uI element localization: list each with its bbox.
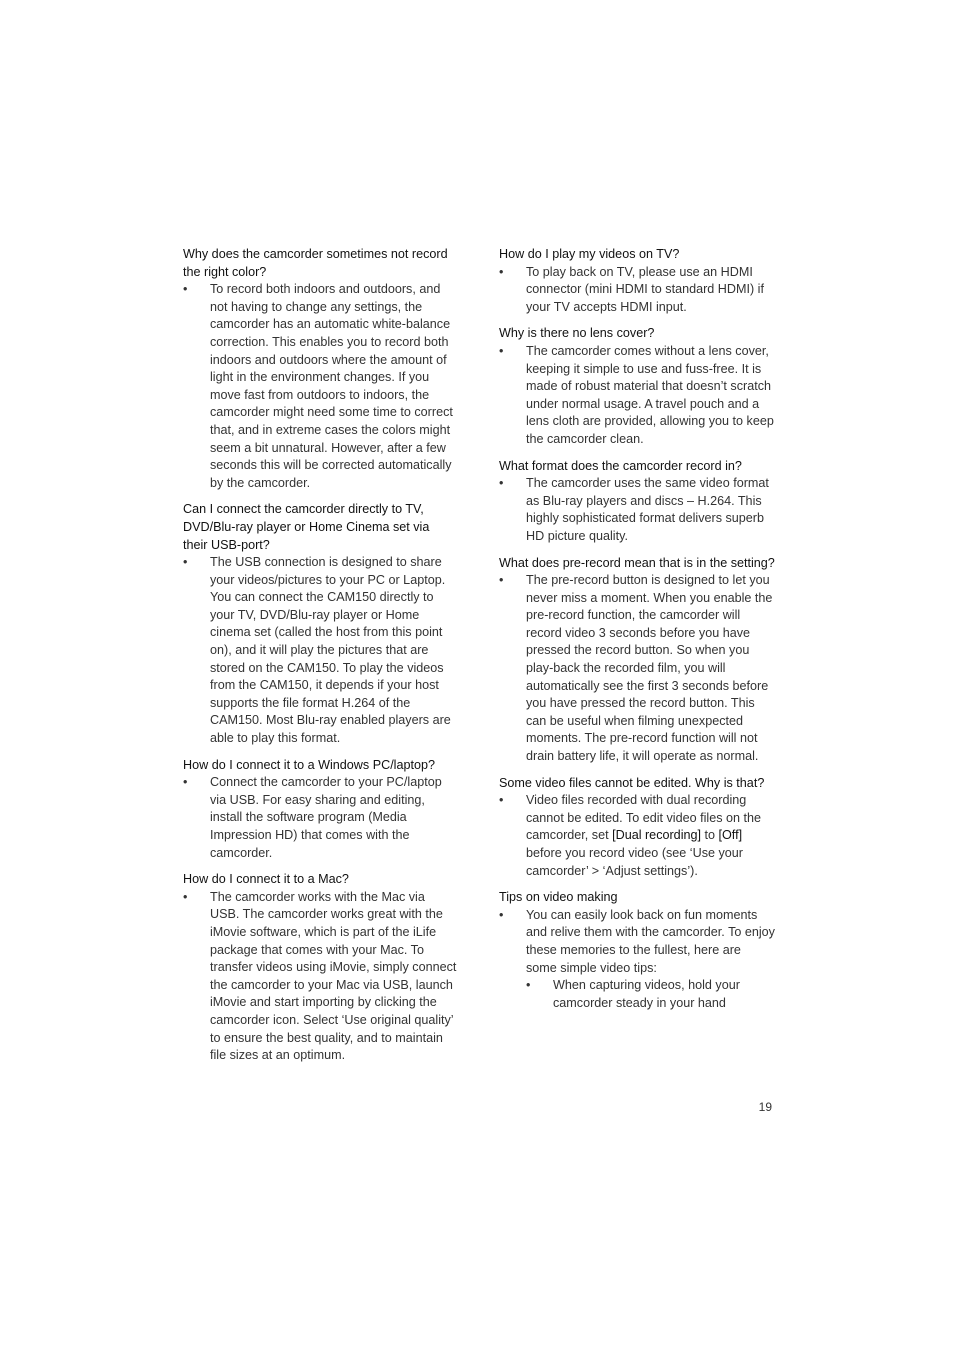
answer-item (183, 554, 457, 748)
bullet: • (499, 793, 504, 808)
faq-color (183, 246, 457, 492)
answer-text: The camcorder works with the Mac via USB. The camcorder works great with the iMovie software, which is part of the iLife package that comes with your Mac. To transfer videos using iMovie, simply connect the camcorder to your Mac via USB, launch iMovie and start importing by clicking the camcorder icon. Select ‘Use original quality’ to ensure the best quality, and to maintain file sizes at an optimum. (210, 889, 457, 1063)
answer-text: You can easily look back on fun moments and relive them with the camcorder. To enjoy these memories to the fullest, here are some simple video tips: (526, 907, 775, 975)
faq-pre-record (499, 555, 775, 766)
faq-play-tv (499, 246, 775, 316)
answer-item (499, 792, 775, 880)
answer-text-part: to (701, 828, 719, 843)
answer-item (499, 907, 775, 977)
left-column (183, 246, 457, 1074)
bullet: • (183, 775, 188, 790)
bullet: • (183, 555, 188, 570)
sub-answer-item (499, 977, 775, 1012)
bullet: • (499, 264, 504, 279)
answer-item (499, 572, 775, 766)
answer-item (499, 264, 775, 317)
faq-format (499, 458, 775, 546)
question-heading: What does pre-record mean that is in the setting? (499, 555, 775, 570)
faq-lens-cover (499, 325, 775, 448)
bullet: • (499, 573, 504, 588)
answer-text: The camcorder uses the same video format as Blu-ray players and discs – H.264. This highly sophisticated format delivers superb HD picture quality. (526, 476, 769, 543)
bullet: • (183, 889, 188, 904)
answer-text-part: before you record video (see ‘Use your camcorder’ > ‘Adjust settings’). (526, 846, 744, 878)
question-heading: What format does the camcorder record in? (499, 458, 742, 473)
answer-text: Connect the camcorder to your PC/laptop via USB. For easy sharing and editing, install the software program (Media Impression HD) that comes with the camcorder. (210, 775, 442, 860)
answer-item (499, 343, 775, 449)
answer-text: The camcorder comes without a lens cover, keeping it simple to use and fuss-free. It is made of robust material that doesn’t scratch under normal usage. A travel pouch and a lens cloth are provided, allowing you to keep the camcorder clean. (526, 343, 774, 446)
answer-item (183, 774, 457, 862)
answer-text: To record both indoors and outdoors, and not having to change any settings, the camcorder has an automatic white-balance correction. This enables you to record both indoors and outdoors where the amount of light in the environment changes. If you move fast from outdoors to indoors, the camcorder might need some time to correct that, and in extreme cases the colors might seem a bit unnatural. However, after a few seconds this will be corrected automatically by the camcorder. (210, 282, 453, 490)
answer-text: When capturing videos, hold your camcorder steady in your hand (553, 978, 740, 1010)
question-heading: Why does the camcorder sometimes not record the right color? (183, 247, 448, 279)
question-heading: Can I connect the camcorder directly to TV, DVD/Blu-ray player or Home Cinema set via their USB-port? (183, 502, 430, 552)
bullet: • (499, 343, 504, 358)
faq-usb-port (183, 501, 457, 747)
right-column (499, 246, 775, 1021)
page-number: 19 (758, 1100, 772, 1114)
answer-text: The pre-record button is designed to let you never miss a moment. When you enable the pre-record function, the camcorder will record video 3 seconds before you have pressed the record button. So when you play-back the recorded film, you will automatically see the first 3 seconds before you have pressed the record button. This can be useful when filming unexpected moments. The pre-record function will not drain battery life, it will operate as normal. (526, 573, 773, 764)
bullet: • (499, 476, 504, 491)
answer-text-part: Video files recorded with dual recording cannot be edited. To edit video files on the camcorder, set (526, 793, 762, 843)
answer-item (183, 889, 457, 1065)
answer-item (499, 475, 775, 545)
answer-text: To play back on TV, please use an HDMI connector (mini HDMI to standard HDMI) if your TV accepts HDMI input. (526, 264, 764, 314)
answer-text: The USB connection is designed to share your videos/pictures to your PC or Laptop. You can connect the CAM150 directly to your TV, DVD/Blu-ray player or Home cinema set (called the host from this point on), and it will play the pictures that are stored on the CAM150. To play the videos from the CAM150, it depends if your host supports the file format H.264 of the CAM150. Most Blu-ray enabled players are able to play this format. (210, 555, 451, 746)
question-heading: How do I connect it to a Windows PC/laptop? (183, 757, 436, 772)
question-heading: How do I connect it to a Mac? (183, 872, 349, 887)
faq-windows (183, 757, 457, 863)
question-heading: Tips on video making (499, 890, 618, 905)
faq-video-tips (499, 889, 775, 1012)
answer-item (183, 281, 457, 492)
setting-off: [Off] (718, 828, 743, 843)
question-heading: Some video files cannot be edited. Why is that? (499, 775, 765, 790)
question-heading: Why is there no lens cover? (499, 326, 655, 341)
setting-dual-recording: [Dual recording] (612, 828, 701, 843)
bullet: • (526, 978, 531, 993)
bullet: • (499, 907, 504, 922)
question-heading: How do I play my videos on TV? (499, 247, 680, 261)
bullet: • (183, 282, 188, 297)
faq-mac (183, 871, 457, 1065)
faq-edit-files (499, 775, 775, 881)
